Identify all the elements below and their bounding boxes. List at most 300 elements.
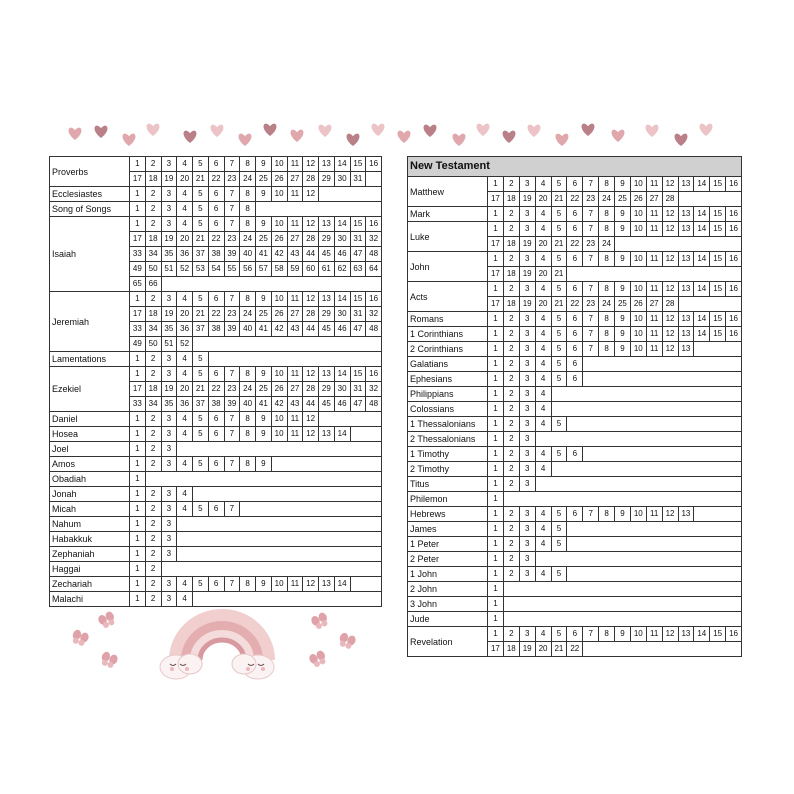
chapter-cell[interactable]: 8 [599,627,615,642]
chapter-cell[interactable]: 1 [488,327,504,342]
chapter-cell[interactable]: 15 [710,327,726,342]
chapter-cell[interactable]: 65 [130,277,146,292]
chapter-cell[interactable]: 42 [271,247,287,262]
chapter-cell[interactable]: 11 [646,342,662,357]
chapter-cell[interactable]: 2 [145,292,161,307]
chapter-cell[interactable]: 3 [519,327,535,342]
chapter-cell[interactable]: 2 [145,412,161,427]
chapter-cell[interactable]: 15 [710,282,726,297]
chapter-cell[interactable]: 14 [694,252,710,267]
chapter-cell[interactable]: 21 [551,642,567,657]
chapter-cell[interactable]: 3 [161,457,177,472]
chapter-cell[interactable]: 20 [535,297,551,312]
chapter-cell[interactable]: 28 [303,232,319,247]
chapter-cell[interactable]: 5 [193,427,209,442]
chapter-cell[interactable]: 32 [366,382,382,397]
chapter-cell[interactable]: 1 [130,562,146,577]
chapter-cell[interactable]: 5 [193,187,209,202]
chapter-cell[interactable]: 2 [503,282,519,297]
chapter-cell[interactable]: 31 [350,307,366,322]
chapter-cell[interactable]: 14 [334,157,350,172]
chapter-cell[interactable]: 1 [130,457,146,472]
chapter-cell[interactable]: 32 [366,307,382,322]
chapter-cell[interactable]: 16 [726,177,742,192]
chapter-cell[interactable]: 8 [240,157,256,172]
chapter-cell[interactable]: 1 [130,187,146,202]
chapter-cell[interactable]: 1 [130,472,146,487]
chapter-cell[interactable]: 2 [145,592,161,607]
chapter-cell[interactable]: 19 [519,192,535,207]
chapter-cell[interactable]: 3 [519,252,535,267]
chapter-cell[interactable]: 51 [161,262,177,277]
chapter-cell[interactable]: 4 [177,202,193,217]
chapter-cell[interactable]: 17 [130,232,146,247]
chapter-cell[interactable]: 3 [161,502,177,517]
chapter-cell[interactable]: 14 [334,577,350,592]
chapter-cell[interactable]: 26 [271,172,287,187]
chapter-cell[interactable]: 4 [535,327,551,342]
chapter-cell[interactable]: 4 [177,217,193,232]
chapter-cell[interactable]: 30 [334,232,350,247]
chapter-cell[interactable]: 1 [130,592,146,607]
chapter-cell[interactable]: 6 [208,367,224,382]
chapter-cell[interactable]: 22 [208,172,224,187]
chapter-cell[interactable]: 2 [145,217,161,232]
chapter-cell[interactable]: 2 [145,502,161,517]
chapter-cell[interactable]: 30 [334,382,350,397]
chapter-cell[interactable]: 27 [287,172,303,187]
chapter-cell[interactable]: 5 [551,342,567,357]
chapter-cell[interactable]: 3 [161,532,177,547]
chapter-cell[interactable]: 46 [334,247,350,262]
chapter-cell[interactable]: 27 [287,382,303,397]
chapter-cell[interactable]: 23 [583,297,599,312]
chapter-cell[interactable]: 6 [208,412,224,427]
chapter-cell[interactable]: 1 [130,157,146,172]
chapter-cell[interactable]: 20 [177,307,193,322]
chapter-cell[interactable]: 14 [694,627,710,642]
chapter-cell[interactable]: 49 [130,337,146,352]
chapter-cell[interactable]: 4 [535,627,551,642]
chapter-cell[interactable]: 30 [334,307,350,322]
chapter-cell[interactable]: 12 [662,327,678,342]
chapter-cell[interactable]: 2 [145,577,161,592]
chapter-cell[interactable]: 27 [287,307,303,322]
chapter-cell[interactable]: 12 [303,577,319,592]
chapter-cell[interactable]: 19 [161,232,177,247]
chapter-cell[interactable]: 16 [366,157,382,172]
chapter-cell[interactable]: 13 [678,627,694,642]
chapter-cell[interactable]: 3 [161,427,177,442]
chapter-cell[interactable]: 8 [599,177,615,192]
chapter-cell[interactable]: 8 [240,367,256,382]
chapter-cell[interactable]: 1 [488,312,504,327]
chapter-cell[interactable]: 5 [551,357,567,372]
chapter-cell[interactable]: 12 [662,507,678,522]
chapter-cell[interactable]: 3 [161,157,177,172]
chapter-cell[interactable]: 1 [130,547,146,562]
chapter-cell[interactable]: 2 [145,367,161,382]
chapter-cell[interactable]: 7 [224,157,240,172]
chapter-cell[interactable]: 23 [583,237,599,252]
chapter-cell[interactable]: 6 [208,157,224,172]
chapter-cell[interactable]: 10 [630,222,646,237]
chapter-cell[interactable]: 7 [224,217,240,232]
chapter-cell[interactable]: 10 [271,217,287,232]
chapter-cell[interactable]: 1 [488,402,504,417]
chapter-cell[interactable]: 44 [303,397,319,412]
chapter-cell[interactable]: 4 [535,282,551,297]
chapter-cell[interactable]: 46 [334,397,350,412]
chapter-cell[interactable]: 35 [161,397,177,412]
chapter-cell[interactable]: 3 [519,417,535,432]
chapter-cell[interactable]: 1 [488,567,504,582]
chapter-cell[interactable]: 45 [319,247,335,262]
chapter-cell[interactable]: 14 [334,367,350,382]
chapter-cell[interactable]: 6 [208,577,224,592]
chapter-cell[interactable]: 15 [350,292,366,307]
chapter-cell[interactable]: 31 [350,382,366,397]
chapter-cell[interactable]: 20 [177,232,193,247]
chapter-cell[interactable]: 3 [161,487,177,502]
chapter-cell[interactable]: 9 [615,252,631,267]
chapter-cell[interactable]: 13 [678,327,694,342]
chapter-cell[interactable]: 1 [488,477,504,492]
chapter-cell[interactable]: 3 [519,477,535,492]
chapter-cell[interactable]: 2 [145,352,161,367]
chapter-cell[interactable]: 35 [161,322,177,337]
chapter-cell[interactable]: 2 [145,562,161,577]
chapter-cell[interactable]: 8 [240,187,256,202]
chapter-cell[interactable]: 40 [240,322,256,337]
chapter-cell[interactable]: 3 [161,202,177,217]
chapter-cell[interactable]: 3 [161,592,177,607]
chapter-cell[interactable]: 2 [145,532,161,547]
chapter-cell[interactable]: 34 [145,247,161,262]
chapter-cell[interactable]: 9 [615,222,631,237]
chapter-cell[interactable]: 20 [177,382,193,397]
chapter-cell[interactable]: 54 [208,262,224,277]
chapter-cell[interactable]: 8 [599,207,615,222]
chapter-cell[interactable]: 29 [319,232,335,247]
chapter-cell[interactable]: 8 [240,577,256,592]
chapter-cell[interactable]: 16 [726,312,742,327]
chapter-cell[interactable]: 14 [694,207,710,222]
chapter-cell[interactable]: 12 [662,627,678,642]
chapter-cell[interactable]: 2 [503,567,519,582]
chapter-cell[interactable]: 8 [240,292,256,307]
chapter-cell[interactable]: 3 [519,507,535,522]
chapter-cell[interactable]: 33 [130,247,146,262]
chapter-cell[interactable]: 3 [519,627,535,642]
chapter-cell[interactable]: 14 [334,292,350,307]
chapter-cell[interactable]: 6 [567,222,583,237]
chapter-cell[interactable]: 2 [503,627,519,642]
chapter-cell[interactable]: 3 [519,522,535,537]
chapter-cell[interactable]: 25 [256,172,272,187]
chapter-cell[interactable]: 1 [130,412,146,427]
chapter-cell[interactable]: 13 [319,427,335,442]
chapter-cell[interactable]: 17 [488,642,504,657]
chapter-cell[interactable]: 3 [519,282,535,297]
chapter-cell[interactable]: 13 [319,292,335,307]
chapter-cell[interactable]: 19 [161,172,177,187]
chapter-cell[interactable]: 3 [161,187,177,202]
chapter-cell[interactable]: 6 [567,447,583,462]
chapter-cell[interactable]: 66 [145,277,161,292]
chapter-cell[interactable]: 8 [599,507,615,522]
chapter-cell[interactable]: 9 [615,627,631,642]
chapter-cell[interactable]: 15 [710,312,726,327]
chapter-cell[interactable]: 33 [130,322,146,337]
chapter-cell[interactable]: 23 [224,232,240,247]
chapter-cell[interactable]: 2 [503,522,519,537]
chapter-cell[interactable]: 4 [177,457,193,472]
chapter-cell[interactable]: 12 [662,342,678,357]
chapter-cell[interactable]: 8 [599,342,615,357]
chapter-cell[interactable]: 1 [130,442,146,457]
chapter-cell[interactable]: 8 [240,217,256,232]
chapter-cell[interactable]: 3 [519,537,535,552]
chapter-cell[interactable]: 5 [193,217,209,232]
chapter-cell[interactable]: 1 [488,462,504,477]
chapter-cell[interactable]: 43 [287,322,303,337]
chapter-cell[interactable]: 22 [208,307,224,322]
chapter-cell[interactable]: 9 [615,327,631,342]
chapter-cell[interactable]: 3 [161,352,177,367]
chapter-cell[interactable]: 28 [662,192,678,207]
chapter-cell[interactable]: 7 [583,282,599,297]
chapter-cell[interactable]: 24 [599,297,615,312]
chapter-cell[interactable]: 4 [535,447,551,462]
chapter-cell[interactable]: 7 [583,312,599,327]
chapter-cell[interactable]: 23 [224,307,240,322]
chapter-cell[interactable]: 2 [503,402,519,417]
chapter-cell[interactable]: 1 [488,417,504,432]
chapter-cell[interactable]: 13 [678,207,694,222]
chapter-cell[interactable]: 2 [503,387,519,402]
chapter-cell[interactable]: 9 [256,577,272,592]
chapter-cell[interactable]: 15 [710,627,726,642]
chapter-cell[interactable]: 25 [256,382,272,397]
chapter-cell[interactable]: 15 [710,222,726,237]
chapter-cell[interactable]: 4 [177,487,193,502]
chapter-cell[interactable]: 21 [193,172,209,187]
chapter-cell[interactable]: 22 [567,192,583,207]
chapter-cell[interactable]: 31 [350,172,366,187]
chapter-cell[interactable]: 15 [710,207,726,222]
chapter-cell[interactable]: 2 [145,427,161,442]
chapter-cell[interactable]: 19 [519,297,535,312]
chapter-cell[interactable]: 5 [551,567,567,582]
chapter-cell[interactable]: 2 [145,442,161,457]
chapter-cell[interactable]: 21 [193,232,209,247]
chapter-cell[interactable]: 13 [678,342,694,357]
chapter-cell[interactable]: 4 [535,402,551,417]
chapter-cell[interactable]: 12 [303,367,319,382]
chapter-cell[interactable]: 1 [130,502,146,517]
chapter-cell[interactable]: 9 [615,177,631,192]
chapter-cell[interactable]: 21 [551,267,567,282]
chapter-cell[interactable]: 25 [256,307,272,322]
chapter-cell[interactable]: 48 [366,397,382,412]
chapter-cell[interactable]: 1 [130,367,146,382]
chapter-cell[interactable]: 2 [503,432,519,447]
chapter-cell[interactable]: 21 [551,192,567,207]
chapter-cell[interactable]: 20 [535,642,551,657]
chapter-cell[interactable]: 13 [678,507,694,522]
chapter-cell[interactable]: 5 [551,177,567,192]
chapter-cell[interactable]: 25 [256,232,272,247]
chapter-cell[interactable]: 56 [240,262,256,277]
chapter-cell[interactable]: 7 [583,252,599,267]
chapter-cell[interactable]: 38 [208,397,224,412]
chapter-cell[interactable]: 1 [488,432,504,447]
chapter-cell[interactable]: 6 [567,282,583,297]
chapter-cell[interactable]: 2 [503,177,519,192]
chapter-cell[interactable]: 5 [193,292,209,307]
chapter-cell[interactable]: 2 [503,372,519,387]
chapter-cell[interactable]: 3 [161,367,177,382]
chapter-cell[interactable]: 1 [488,627,504,642]
chapter-cell[interactable]: 37 [193,247,209,262]
chapter-cell[interactable]: 36 [177,322,193,337]
chapter-cell[interactable]: 8 [240,412,256,427]
chapter-cell[interactable]: 5 [193,412,209,427]
chapter-cell[interactable]: 34 [145,397,161,412]
chapter-cell[interactable]: 55 [224,262,240,277]
chapter-cell[interactable]: 14 [694,177,710,192]
chapter-cell[interactable]: 11 [646,207,662,222]
chapter-cell[interactable]: 4 [177,157,193,172]
chapter-cell[interactable]: 12 [662,312,678,327]
chapter-cell[interactable]: 22 [567,237,583,252]
chapter-cell[interactable]: 14 [334,427,350,442]
chapter-cell[interactable]: 11 [287,187,303,202]
chapter-cell[interactable]: 42 [271,322,287,337]
chapter-cell[interactable]: 1 [488,372,504,387]
chapter-cell[interactable]: 52 [177,262,193,277]
chapter-cell[interactable]: 11 [646,327,662,342]
chapter-cell[interactable]: 36 [177,247,193,262]
chapter-cell[interactable]: 3 [519,177,535,192]
chapter-cell[interactable]: 7 [583,207,599,222]
chapter-cell[interactable]: 38 [208,322,224,337]
chapter-cell[interactable]: 6 [208,427,224,442]
chapter-cell[interactable]: 1 [488,447,504,462]
chapter-cell[interactable]: 10 [271,367,287,382]
chapter-cell[interactable]: 2 [145,517,161,532]
chapter-cell[interactable]: 3 [161,547,177,562]
chapter-cell[interactable]: 18 [503,237,519,252]
chapter-cell[interactable]: 5 [193,457,209,472]
chapter-cell[interactable]: 17 [130,172,146,187]
chapter-cell[interactable]: 3 [519,357,535,372]
chapter-cell[interactable]: 39 [224,247,240,262]
chapter-cell[interactable]: 3 [519,552,535,567]
chapter-cell[interactable]: 3 [519,312,535,327]
chapter-cell[interactable]: 8 [599,312,615,327]
chapter-cell[interactable]: 20 [535,267,551,282]
chapter-cell[interactable]: 10 [271,187,287,202]
chapter-cell[interactable]: 13 [319,577,335,592]
chapter-cell[interactable]: 12 [662,207,678,222]
chapter-cell[interactable]: 11 [646,177,662,192]
chapter-cell[interactable]: 7 [583,627,599,642]
chapter-cell[interactable]: 12 [662,282,678,297]
chapter-cell[interactable]: 4 [535,357,551,372]
chapter-cell[interactable]: 4 [177,352,193,367]
chapter-cell[interactable]: 11 [287,217,303,232]
chapter-cell[interactable]: 3 [519,342,535,357]
chapter-cell[interactable]: 1 [488,597,504,612]
chapter-cell[interactable]: 18 [503,267,519,282]
chapter-cell[interactable]: 4 [535,372,551,387]
chapter-cell[interactable]: 11 [287,412,303,427]
chapter-cell[interactable]: 8 [599,282,615,297]
chapter-cell[interactable]: 15 [710,252,726,267]
chapter-cell[interactable]: 11 [646,627,662,642]
chapter-cell[interactable]: 24 [599,237,615,252]
chapter-cell[interactable]: 9 [615,282,631,297]
chapter-cell[interactable]: 2 [503,477,519,492]
chapter-cell[interactable]: 1 [488,282,504,297]
chapter-cell[interactable]: 3 [161,292,177,307]
chapter-cell[interactable]: 5 [551,627,567,642]
chapter-cell[interactable]: 5 [551,222,567,237]
chapter-cell[interactable]: 29 [319,382,335,397]
chapter-cell[interactable]: 3 [161,412,177,427]
chapter-cell[interactable]: 10 [271,412,287,427]
chapter-cell[interactable]: 15 [710,177,726,192]
chapter-cell[interactable]: 10 [630,252,646,267]
chapter-cell[interactable]: 12 [662,252,678,267]
chapter-cell[interactable]: 6 [567,372,583,387]
chapter-cell[interactable]: 5 [551,522,567,537]
chapter-cell[interactable]: 24 [599,192,615,207]
chapter-cell[interactable]: 4 [535,507,551,522]
chapter-cell[interactable]: 43 [287,397,303,412]
chapter-cell[interactable]: 10 [630,177,646,192]
chapter-cell[interactable]: 6 [567,312,583,327]
chapter-cell[interactable]: 44 [303,322,319,337]
chapter-cell[interactable]: 32 [366,232,382,247]
chapter-cell[interactable]: 49 [130,262,146,277]
chapter-cell[interactable]: 26 [271,232,287,247]
chapter-cell[interactable]: 2 [503,312,519,327]
chapter-cell[interactable]: 7 [583,222,599,237]
chapter-cell[interactable]: 4 [535,387,551,402]
chapter-cell[interactable]: 2 [145,157,161,172]
chapter-cell[interactable]: 4 [177,427,193,442]
chapter-cell[interactable]: 12 [303,187,319,202]
chapter-cell[interactable]: 4 [177,292,193,307]
chapter-cell[interactable]: 4 [535,462,551,477]
chapter-cell[interactable]: 15 [350,367,366,382]
chapter-cell[interactable]: 28 [303,382,319,397]
chapter-cell[interactable]: 6 [208,292,224,307]
chapter-cell[interactable]: 17 [488,267,504,282]
chapter-cell[interactable]: 6 [567,252,583,267]
chapter-cell[interactable]: 23 [224,172,240,187]
chapter-cell[interactable]: 3 [519,222,535,237]
chapter-cell[interactable]: 11 [646,222,662,237]
chapter-cell[interactable]: 37 [193,322,209,337]
chapter-cell[interactable]: 3 [161,517,177,532]
chapter-cell[interactable]: 1 [130,532,146,547]
chapter-cell[interactable]: 11 [646,282,662,297]
chapter-cell[interactable]: 8 [599,327,615,342]
